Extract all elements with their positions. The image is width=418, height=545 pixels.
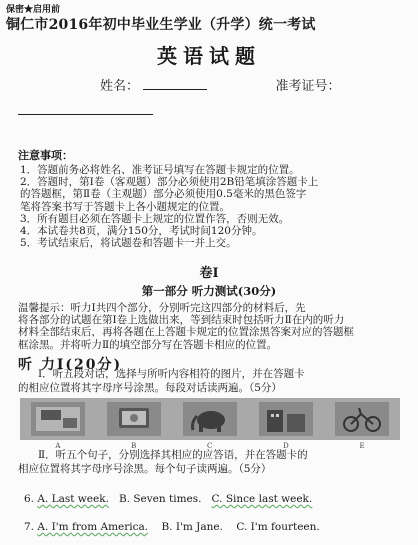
instruction-line: Ⅱ．听五个句子，分别选择其相应的应答语，并在答题卡的 [38,449,308,461]
option-b: B. I'm Jane. [161,521,223,533]
question-number: 7. [24,521,35,533]
picture-letter: D [283,442,289,450]
tv-icon [107,402,161,436]
instruction-line: 的相应位置将其字母序号涂黑。每段对话读两遍。（5分） [18,382,282,394]
option-a: A. Last week. [37,493,109,505]
warm-tip-line: 框涂黑。并将听力Ⅱ的填空部分写在答题卡相应的位置。 [18,338,278,351]
bicycle-icon [335,402,389,436]
warm-tip-line: 温馨提示：听力Ⅰ共四个部分，分别听完这四部分的材料后，先 [18,302,306,314]
candidate-info-line [100,75,340,94]
picture-letter: C [207,442,213,450]
volume-title: 卷Ⅰ [199,266,219,281]
instruction-2 [18,448,410,476]
notes-item: 笔将答案书写于答题卡上各小题规定的位置。 [20,200,230,213]
id-blank [18,114,153,115]
classroom-icon [31,402,85,436]
exam-header: 铜仁市2016年初中毕业生学业（升学）统一考试 [6,17,316,33]
instruction-line: Ⅰ．听五段对话，选择与所听内容相符的图片，并在答题卡 [38,368,305,380]
warm-tip-line: 材料全部结束后，再将各题在上答题卡规定的位置涂黑答案对应的答题框 [18,326,354,339]
notes-item: 3．所有题目必须在答题卡上规定的位置作答，否则无效。 [20,212,290,225]
notes-item: 的答题框，第Ⅱ卷（主观题）部分必须使用0.5毫米的黑色签字 [20,188,307,201]
question-7 [24,521,320,533]
name-blank [143,77,207,90]
confidential-label: 保密★启用前 [6,5,61,15]
notes-list [20,164,415,249]
page-title: 英语试题 [157,44,261,68]
elephant-icon [183,402,237,436]
picture-letter: B [131,442,137,450]
question-6 [24,493,312,505]
question-number: 6. [24,493,35,505]
instruction-1 [18,367,410,395]
warm-tip [18,302,410,351]
option-b: B. Seven times. [118,493,202,505]
picture-letter: A [55,442,61,450]
option-c: C. Since last week. [211,493,313,505]
option-a: A. I'm from America. [37,521,149,533]
section-title: 听 力Ⅰ(20分) [18,357,123,373]
picture-letter: E [359,442,365,450]
id-label: 准考证号： [275,79,341,94]
notes-item: 2．答题时，第Ⅰ卷（客观题）部分必须使用2B铅笔填涂答题卡上 [20,176,319,189]
notes-item: 4．本试卷共8页，满分150分，考试时间120分钟。 [20,225,263,238]
notes-item: 5．考试结束后，将试题卷和答题卡一并上交。 [20,237,237,250]
warm-tip-line: 将各部分的试题在第Ⅰ卷上选做出来，等到结束时包括听力Ⅱ在内的听力 [18,314,345,327]
notes-heading: 注意事项： [18,149,73,162]
part-title: 第一部分 听力测试(30分) [141,284,277,298]
name-label: 姓名： [100,79,140,94]
notes-item: 1．答题前务必将姓名、准考证号填写在答题卡规定的位置。 [20,164,300,176]
instruction-line: 相应位置将其字母序号涂黑。每个句子读两遍。（5分） [18,463,272,475]
picture-strip [20,398,400,440]
building-icon [259,402,313,436]
option-c: C. I'm fourteen. [236,521,320,533]
